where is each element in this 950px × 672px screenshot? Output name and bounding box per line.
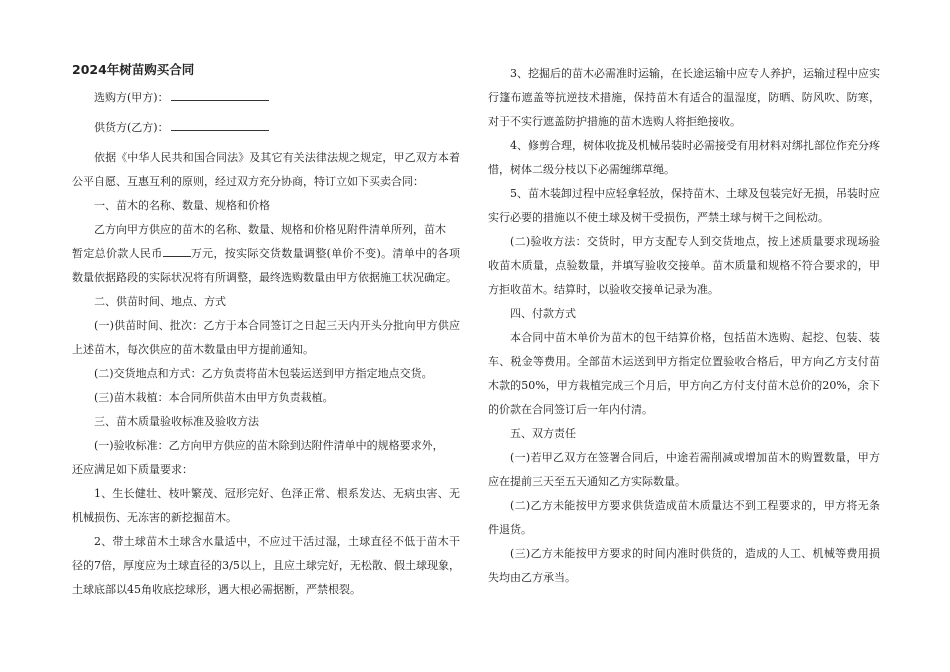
section-1-paragraph-b	[72, 242, 460, 290]
section-2-heading: 二、供苗时间、地点、方式	[94, 295, 226, 308]
section-1-paragraph-a: 乙方向甲方供应的苗木的名称、数量、规格和价格见附件清单所列，苗木	[94, 223, 446, 236]
quality-req-2: 2、带土球苗木土球含水量适中，不应过干活过湿，土球直径不低于苗木干径的7倍，厚度应为土球直径的3/5以上，且应土球完好，无松散、假土球现象，土球底部以45角收底挖球形，遇大根必需据断，严禁根裂。	[72, 535, 460, 596]
duty-3: (三)乙方未能按甲方要求的时间内准时供货的，造成的人工、机械等费用损失均由乙方承当。	[488, 547, 880, 584]
buyer-blank-field[interactable]	[171, 90, 269, 101]
section-3-item-1-cont: 还应满足如下质量要求：	[72, 463, 193, 476]
payment-paragraph: 本合同中苗木单价为苗木的包干结算价格，包括苗木选购、起挖、包装、装车、税金等费用。全部苗木运送到甲方指定位置验收合格后，甲方向乙方支付苗木款的50%，甲方栽植完成三个月后，甲方向乙方付支付苗木总价的20%，余下的价款在合同签订后一年内付清。	[488, 331, 880, 416]
preamble-paragraph: 依据《中华人民共和国合同法》及其它有关法律法规之规定，甲乙双方本着公平自愿、互惠互利的原则，经过双方充分协商，特订立如下买卖合同：	[72, 151, 460, 188]
section-2-item-3: (三)苗木栽植：本合同所供苗木由甲方负责栽植。	[94, 391, 334, 404]
section-2-item-1: (一)供苗时间、批次：乙方于本合同签订之日起三天内开头分批向甲方供应上述苗木，每次供应的苗木数量由甲方提前通知。	[72, 319, 460, 356]
document-title: 2024年树苗购买合同	[72, 62, 195, 77]
seller-line	[94, 116, 460, 140]
inspection-method: (二)验收方法：交货时，甲方支配专人到交货地点，按上述质量要求现场验收苗木质量，点验数量，并填写验收交接单。苗木质量和规格不符合要求的，甲方拒收苗木。结算时，以验收交接单记录为准。	[488, 235, 880, 296]
section-1-heading: 一、苗木的名称、数量、规格和价格	[94, 199, 270, 212]
price-rest: 万元，按实际交货数量调整(单价不变)。清单中的各项数量依据路段的实际状况将有所调整，最终选购数量由甲方依据施工状况确定。	[72, 247, 460, 284]
duty-2: (二)乙方未能按甲方要求供货造成苗木质量达不到工程要求的，甲方将无条件退货。	[488, 499, 880, 536]
quality-req-5: 5、苗木装卸过程中应轻拿轻放，保持苗木、土球及包装完好无损，吊装时应实行必要的措施以不使土球及树干受损伤，严禁土球与树干之间松动。	[488, 187, 880, 224]
price-blank-field[interactable]	[163, 246, 191, 257]
quality-req-1: 1、生长健壮、枝叶繁茂、冠形完好、色泽正常、根系发达、无病虫害、无机械损伤、无冻害的新挖掘苗木。	[72, 487, 460, 524]
seller-label: 供货方(乙方)：	[94, 121, 169, 134]
section-3-item-1: (一)验收标准：乙方向甲方供应的苗木除到达附件清单中的规格要求外，	[94, 439, 444, 452]
quality-req-4: 4、修剪合理，树体收拢及机械吊装时必需接受有用材料对绑扎部位作充分疼惜，树体二级分枝以下必需缠绑草绳。	[488, 139, 880, 176]
price-prefix: 暂定总价款人民币	[72, 247, 163, 260]
left-column	[72, 62, 460, 602]
buyer-label: 选购方(甲方)：	[94, 91, 169, 104]
section-4-heading: 四、付款方式	[510, 307, 576, 320]
section-3-heading: 三、苗木质量验收标准及验收方法	[94, 415, 259, 428]
buyer-line	[94, 86, 460, 110]
duty-1: (一)若甲乙双方在签署合同后，中途若需削减或增加苗木的购置数量，甲方应在提前三天至五天通知乙方实际数量。	[488, 451, 880, 488]
section-5-heading: 五、双方责任	[510, 427, 576, 440]
right-column	[488, 62, 880, 590]
section-2-item-2: (二)交货地点和方式：乙方负责将苗木包装运送到甲方指定地点交货。	[94, 367, 433, 380]
seller-blank-field[interactable]	[171, 120, 269, 131]
quality-req-3: 3、挖掘后的苗木必需准时运输，在长途运输中应专人养护，运输过程中应实行篷布遮盖等抗逆技术措施，保持苗木有适合的温湿度，防晒、防风吹、防寒，对于不实行遮盖防护措施的苗木选购人将拒绝接收。	[488, 67, 880, 128]
